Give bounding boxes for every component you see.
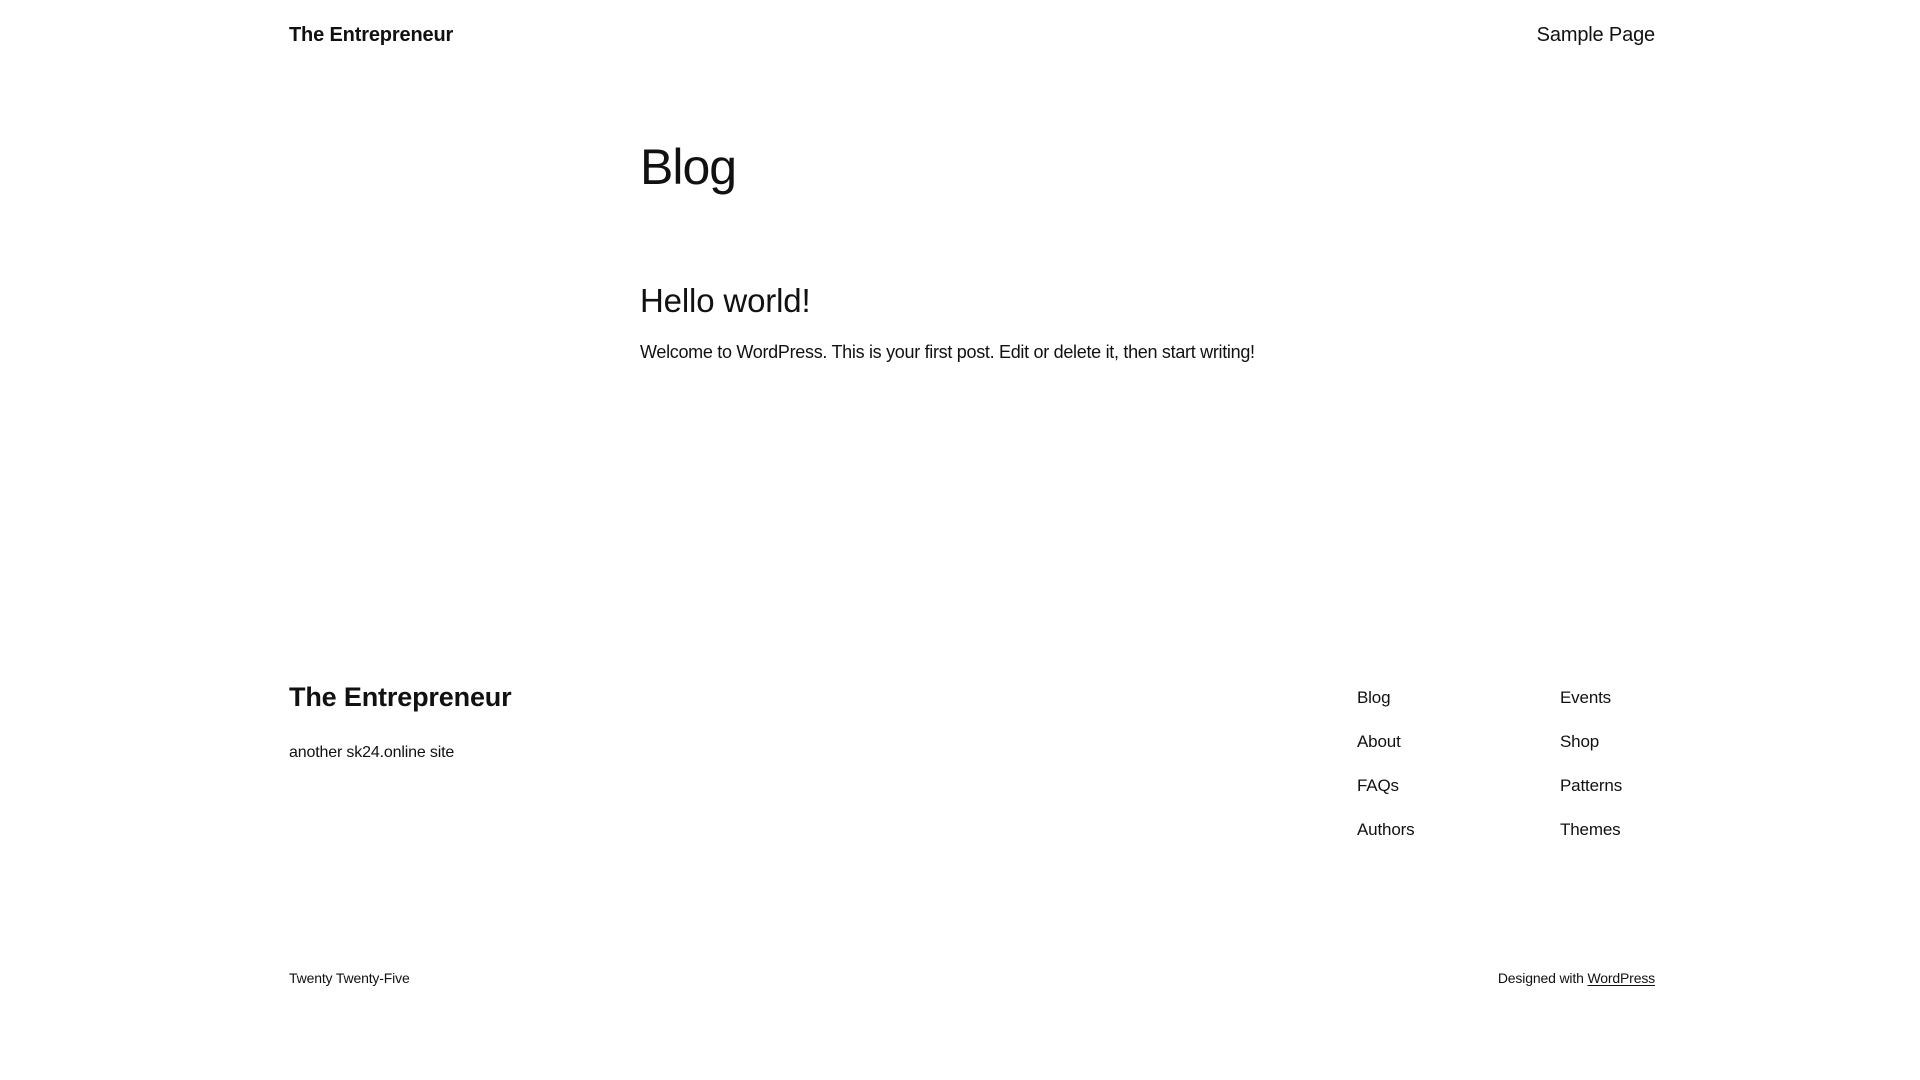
footer-main xyxy=(289,680,1655,840)
site-footer xyxy=(289,680,1655,988)
post-item xyxy=(640,281,1300,365)
site-title xyxy=(289,21,453,49)
page-title: Blog xyxy=(640,139,737,195)
footer-credits-bar xyxy=(289,968,1655,988)
footer-link-authors[interactable]: Authors xyxy=(1357,820,1415,839)
header-nav xyxy=(1537,21,1655,49)
post-title xyxy=(640,281,1300,321)
list-item xyxy=(1560,688,1655,708)
post-column xyxy=(640,139,1300,365)
designed-with xyxy=(1498,968,1655,988)
footer-nav-column-1 xyxy=(1357,688,1560,840)
footer-nav-column-2 xyxy=(1560,688,1655,840)
list-item xyxy=(1357,820,1560,840)
footer-link-faqs[interactable]: FAQs xyxy=(1357,776,1399,795)
footer-link-patterns[interactable]: Patterns xyxy=(1560,776,1623,795)
footer-link-about[interactable]: About xyxy=(1357,732,1401,751)
footer-branding xyxy=(289,680,511,765)
footer-site-title: The Entrepreneur xyxy=(289,682,512,712)
footer-nav xyxy=(1357,688,1655,840)
list-item xyxy=(1560,732,1655,752)
footer-link-themes[interactable]: Themes xyxy=(1560,820,1621,839)
footer-link-blog[interactable]: Blog xyxy=(1357,688,1391,707)
post-title-link[interactable]: Hello world! xyxy=(640,282,811,319)
wordpress-credit-link[interactable]: WordPress xyxy=(1587,970,1655,986)
list-item xyxy=(1357,688,1560,708)
main-content xyxy=(289,139,1655,365)
list-item xyxy=(1560,820,1655,840)
nav-item-sample-page[interactable]: Sample Page xyxy=(1536,24,1655,46)
page-shell xyxy=(289,0,1655,988)
site-header xyxy=(289,0,1655,49)
footer-tagline: another sk24.online site xyxy=(289,744,455,761)
footer-link-shop[interactable]: Shop xyxy=(1560,732,1600,751)
theme-name: Twenty Twenty-Five xyxy=(289,970,410,986)
post-excerpt: Welcome to WordPress. This is your first post. Edit or delete it, then start writing! xyxy=(640,342,1255,362)
site-title-link[interactable]: The Entrepreneur xyxy=(289,24,454,46)
footer-link-events[interactable]: Events xyxy=(1560,688,1612,707)
designed-with-prefix: Designed with xyxy=(1497,970,1584,986)
list-item xyxy=(1357,732,1560,752)
list-item xyxy=(1560,776,1655,796)
list-item xyxy=(1357,776,1560,796)
